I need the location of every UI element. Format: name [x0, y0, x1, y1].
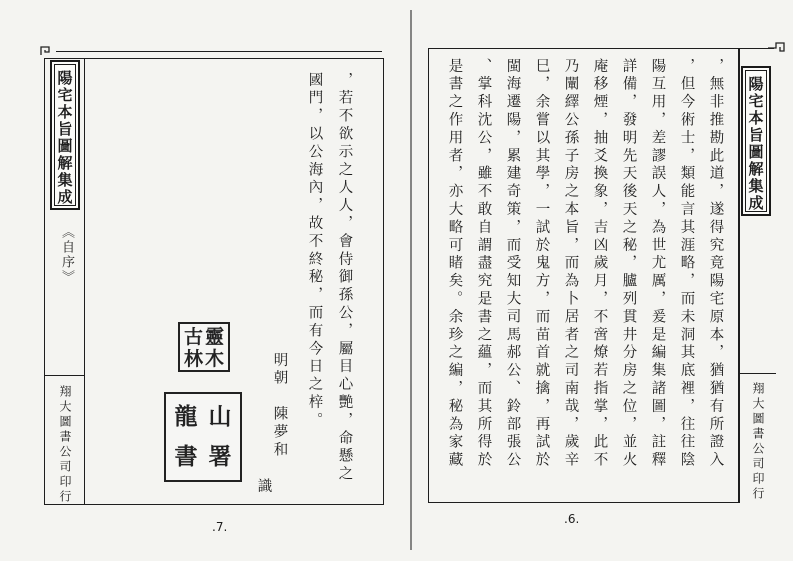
page-number: .6.	[564, 512, 580, 526]
signature-mark: 識	[255, 478, 272, 496]
top-rule	[56, 51, 382, 52]
seal-stamp-large: 龍 山 書 署	[164, 392, 242, 482]
text-column: ，若不欲示之人人，會侍御孫公，屬目心艷，命懸之	[336, 72, 353, 484]
right-page	[412, 0, 793, 561]
text-column: 庵移煙，抽爻換象，吉凶歲月，不啻燎若指掌，此不	[591, 58, 608, 470]
seal-stamp-small: 古 靈 林 木	[178, 322, 230, 372]
author-line: 明朝 陳夢和	[271, 352, 288, 460]
text-column: 乃闡繹公孫子房之本旨，而為卜居者之司南哉，歲辛	[562, 58, 579, 470]
publisher-imprint: 翔大圖書公司印行	[58, 385, 72, 505]
text-column: ，無非推勘此道，遂得究竟陽宅原本，猶猶有所證入	[707, 58, 724, 470]
publisher-imprint: 翔大圖書公司印行	[751, 382, 765, 502]
text-column: 陽互用，差謬誤人，為世尤厲，爰是編集諸圖，註釋	[649, 58, 666, 470]
text-column: 是書之作用者，亦大略可睹矣。余珍之編，秘為家藏	[446, 58, 463, 470]
margin-divider	[44, 375, 84, 376]
text-column: 閩海遷陽，累建奇策，而受知大司馬郝公、鈴部張公	[504, 58, 521, 470]
text-column: ，但今術士，類能言其涯略，而未洞其底裡，往往陰	[678, 58, 695, 470]
book-title: 陽宅本旨圖解集成	[746, 76, 765, 212]
section-label: 《自序》	[59, 225, 74, 285]
page-number: .7.	[212, 520, 228, 534]
left-margin-rule	[84, 58, 85, 505]
text-column: 國門，以公海內，故不終秘，而有今日之梓。	[306, 72, 323, 430]
text-column: 巳，余嘗以其學，一試於鬼方，而苗首就擒，再試於	[533, 58, 550, 470]
text-column: 、掌科沈公，雖不敢自謂盡究是書之蘊，而其所得於	[475, 58, 492, 470]
right-margin-rule	[738, 48, 739, 503]
margin-divider	[738, 373, 776, 374]
text-column: 詳備，發明先天後天之秘，臚列貫井分房之位，並火	[620, 58, 637, 470]
book-title-label	[741, 66, 771, 216]
fret-corner-ornament	[767, 42, 785, 52]
book-title: 陽宅本旨圖解集成	[55, 70, 74, 206]
book-title-label	[50, 60, 80, 210]
